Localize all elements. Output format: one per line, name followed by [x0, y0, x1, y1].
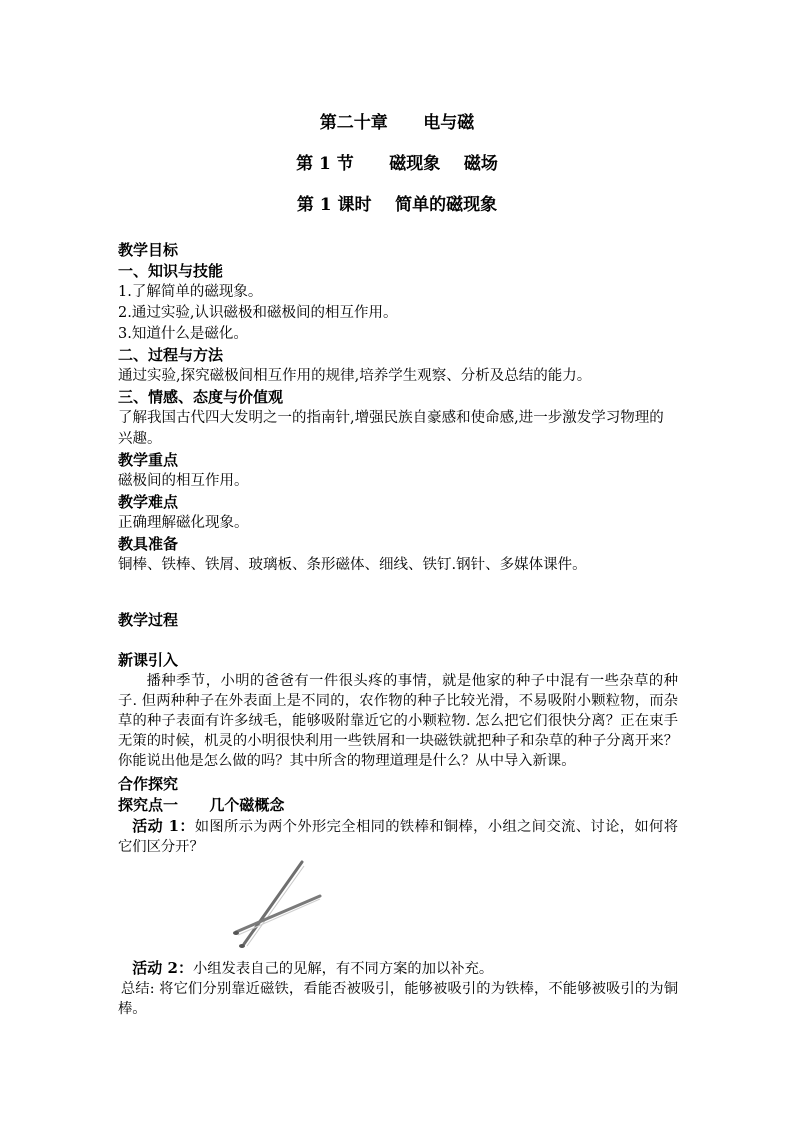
difficulty-heading: 教学难点 — [118, 493, 179, 511]
section-title: 第 1 节 磁现象 磁场 — [296, 154, 498, 174]
iron-copper-rods-image — [232, 856, 324, 954]
knowledge-heading: 一、知识与技能 — [118, 262, 224, 280]
chapter-title: 第二十章 电与磁 — [319, 113, 475, 133]
teaching-process-heading: 教学过程 — [118, 611, 179, 629]
objectives-heading: 教学目标 — [118, 241, 179, 259]
activity-1-label: 活动 1： — [132, 817, 195, 835]
key-point-text: 磁极间的相互作用。 — [118, 473, 249, 489]
knowledge-item-1: 1.了解简单的磁现象。 — [118, 284, 263, 300]
process-method-text: 通过实验,探究磁极间相互作用的规律,培养学生观察、分析及总结的能力。 — [118, 368, 592, 384]
cooperative-heading: 合作探究 — [118, 775, 179, 793]
intro-heading: 新课引入 — [118, 651, 179, 669]
activity-2-text: 小组发表自己的见解，有不同方案的加以补充。 — [192, 961, 494, 977]
objectives-block — [118, 240, 678, 576]
emotion-text: 了解我国古代四大发明之一的指南针,增强民族自豪感和使命感,进一步激发学习物理的兴趣。 — [118, 410, 664, 447]
activity-2 — [118, 958, 678, 979]
difficulty-text: 正确理解磁化现象。 — [118, 515, 249, 531]
intro-paragraph: 播种季节，小明的爸爸有一件很头疼的事情，就是他家的种子中混有一些杂草的种子. 但两种种子在外表面上是不同的，农作物的种子比较光滑，不易吸附小颗粒物，而杂草的种子表面有许多绒毛，能够吸附靠近它的小颗粒物. 怎么把它们很快分离？正在束手无策的时候，机灵的小明很快利用一些铁屑和一块磁铁就把种子和杂草的种子分离开来？你能说出他是怎么做的吗？其中所含的物理道理是什么？从中导入新课。 — [118, 673, 678, 769]
explore-point-1-heading: 探究点一 几个磁概念 — [118, 796, 285, 814]
key-point-heading: 教学重点 — [118, 451, 179, 469]
knowledge-item-3: 3.知道什么是磁化。 — [118, 326, 248, 342]
preparation-heading: 教具准备 — [118, 535, 179, 553]
activity-1-text: 如图所示为两个外形完全相同的铁棒和铜棒，小组之间交流、讨论，如何将它们区分开？ — [118, 819, 678, 855]
activity-2-block — [118, 958, 678, 1019]
cooperative-block — [118, 774, 678, 857]
knowledge-item-2: 2.通过实验,认识磁极和磁极间的相互作用。 — [118, 305, 398, 321]
lesson-title: 第 1 课时 简单的磁现象 — [296, 195, 498, 215]
process-method-heading: 二、过程与方法 — [118, 346, 224, 364]
intro-block — [118, 650, 678, 771]
emotion-heading: 三、情感、态度与价值观 — [118, 388, 284, 406]
summary-text: 将它们分别靠近磁铁，看能否被吸引，能够被吸引的为铁棒，不能够被吸引的为铜棒。 — [118, 981, 678, 1017]
activity-1 — [118, 816, 678, 857]
preparation-text: 铜棒、铁棒、铁屑、玻璃板、条形磁体、细线、铁钉.钢针、多媒体课件。 — [118, 557, 587, 573]
summary-label: 总结: — [120, 981, 160, 997]
activity-2-label: 活动 2： — [132, 959, 193, 977]
summary — [118, 979, 678, 1019]
